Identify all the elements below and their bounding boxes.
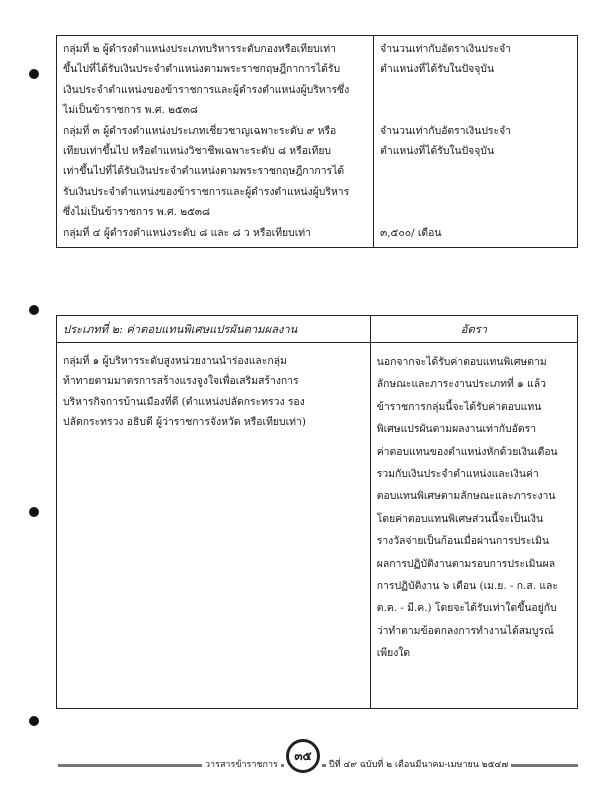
text-line: ข้าราชการกลุ่มนี้จะได้รับค่าตอบแทน: [376, 400, 542, 413]
type2-header: ประเภทที่ ๒: ค่าตอบแทนพิเศษแปรผันตามผลงาน: [57, 316, 371, 343]
table-row: [57, 343, 578, 709]
text-line: ปลัดกระทรวง อธิบดี ผู้ว่าราชการจังหวัด หรือเทียบเท่า): [63, 416, 306, 429]
rate-header: อัตรา: [370, 316, 577, 343]
binder-hole-2: [29, 305, 39, 315]
rate-cell: [374, 36, 578, 248]
group2-rate: จำนวนเท่ากับอัตราเงินประจำ ตำแหน่งที่ได้รับในปัจจุบัน: [380, 43, 512, 76]
text-line: รวมกับเงินประจำตำแหน่งและเงินค่า: [376, 468, 539, 481]
text-line: กลุ่มที่ ๑ ผู้บริหารระดับสูงหน่วยงานนำร่องและกลุ่ม: [63, 355, 287, 367]
binder-hole-1: [29, 69, 39, 79]
group4-description: กลุ่มที่ ๔ ผู้ดำรงตำแหน่งระดับ ๘ และ ๘ ว หรือเทียบเท่า: [63, 226, 311, 239]
issue-info: ปีที่ ๔๙ ฉบับที่ ๒ เดือนมีนาคม-เมษายน ๒๕๔๗: [326, 757, 511, 771]
text-line: โดยค่าตอบแทนพิเศษส่วนนี้จะเป็นเงิน: [376, 512, 544, 525]
group1-description-cell: [57, 343, 371, 709]
text-line: บริหารกิจการบ้านเมืองที่ดี (ตำแหน่งปลัดกระทรวง รอง: [63, 395, 305, 408]
text-line: การปฏิบัติงาน ๖ เดือน (เม.ย. - ก.ส. และ: [376, 580, 558, 593]
binder-hole-4: [29, 716, 39, 726]
text-line: นอกจากจะได้รับค่าตอบแทนพิเศษตาม: [376, 356, 547, 368]
table-row: [57, 36, 578, 248]
text-line: ว่าทำตามข้อตกลงการทำงานได้สมบูรณ์: [376, 624, 554, 637]
text-line: พิเศษแปรผันตามผลงานเท่ากับอัตรา: [376, 423, 537, 436]
page-footer: [0, 735, 612, 775]
page-number: ๓๕: [286, 739, 320, 773]
group3-rate: จำนวนเท่ากับอัตราเงินประจำ ตำแหน่งที่ได้รับในปัจจุบัน: [380, 124, 512, 157]
text-line: ต.ค. - มี.ค.) โดยจะได้รับเท่าใดขึ้นอยู่กับ: [376, 602, 557, 615]
group1-rate-cell: [370, 343, 577, 709]
group3-description: กลุ่มที่ ๓ ผู้ดำรงตำแหน่งประเภทเชี่ยวชาญเฉพาะระดับ ๙ หรือ เทียบเท่าขึ้นไป หรือตำแหน่งวิชาชีพเฉพาะระดับ ๘ หรือเทียบ เท่าขึ้นไปที่ได้รับเงินประจำตำแหน่งตามพระราชกฤษฎีกาการได้ รับเงินประจำตำแหน่งของข้าราชการและผู้ดำรงตำแหน่งผู้บริหาร ซึ่งไม่เป็นข้าราชการ พ.ศ. ๒๕๓๘: [63, 124, 350, 219]
allowance-table-type1: [56, 35, 578, 248]
text-line: ผลการปฏิบัติงานตามรอบการประเมินผล: [376, 557, 556, 570]
text-line: ลักษณะและภาระงานประเภทที่ ๑ แล้ว: [376, 378, 546, 391]
group2-description: กลุ่มที่ ๒ ผู้ดำรงตำแหน่งประเภทบริหารระดับกองหรือเทียบเท่า ขึ้นไปที่ได้รับเงินประจำตำแหน่งตามพระราชกฤษฎีกาการได้รับ เงินประจำตำแหน่งของข้าราชการและผู้ดำรงตำแหน่งผู้บริหารซึ่ง ไม่เป็นข้าราชการ พ.ศ. ๒๕๓๘: [63, 43, 350, 117]
table-header-row: [57, 316, 578, 343]
allowance-table-type2: [56, 315, 578, 709]
text-line: ท้าทายตามมาตรการสร้างแรงจูงใจเพื่อเสริมสร้างการ: [63, 375, 299, 388]
text-line: ตอบแทนพิเศษตามลักษณะและภาระงาน: [376, 490, 556, 503]
binder-hole-3: [29, 507, 39, 517]
text-line: ค่าตอบแทนของตำแหน่งหักด้วยเงินเดือน: [376, 445, 558, 458]
text-line: รางวัลจ่ายเป็นก้อนเมื่อผ่านการประเมิน: [376, 535, 549, 548]
text-line: เพียงใด: [376, 647, 411, 660]
journal-name: วารสารข้าราชการ: [202, 757, 281, 771]
group-description-cell: [57, 36, 374, 248]
group4-rate: ๓,๕๐๐/ เดือน: [380, 226, 442, 239]
